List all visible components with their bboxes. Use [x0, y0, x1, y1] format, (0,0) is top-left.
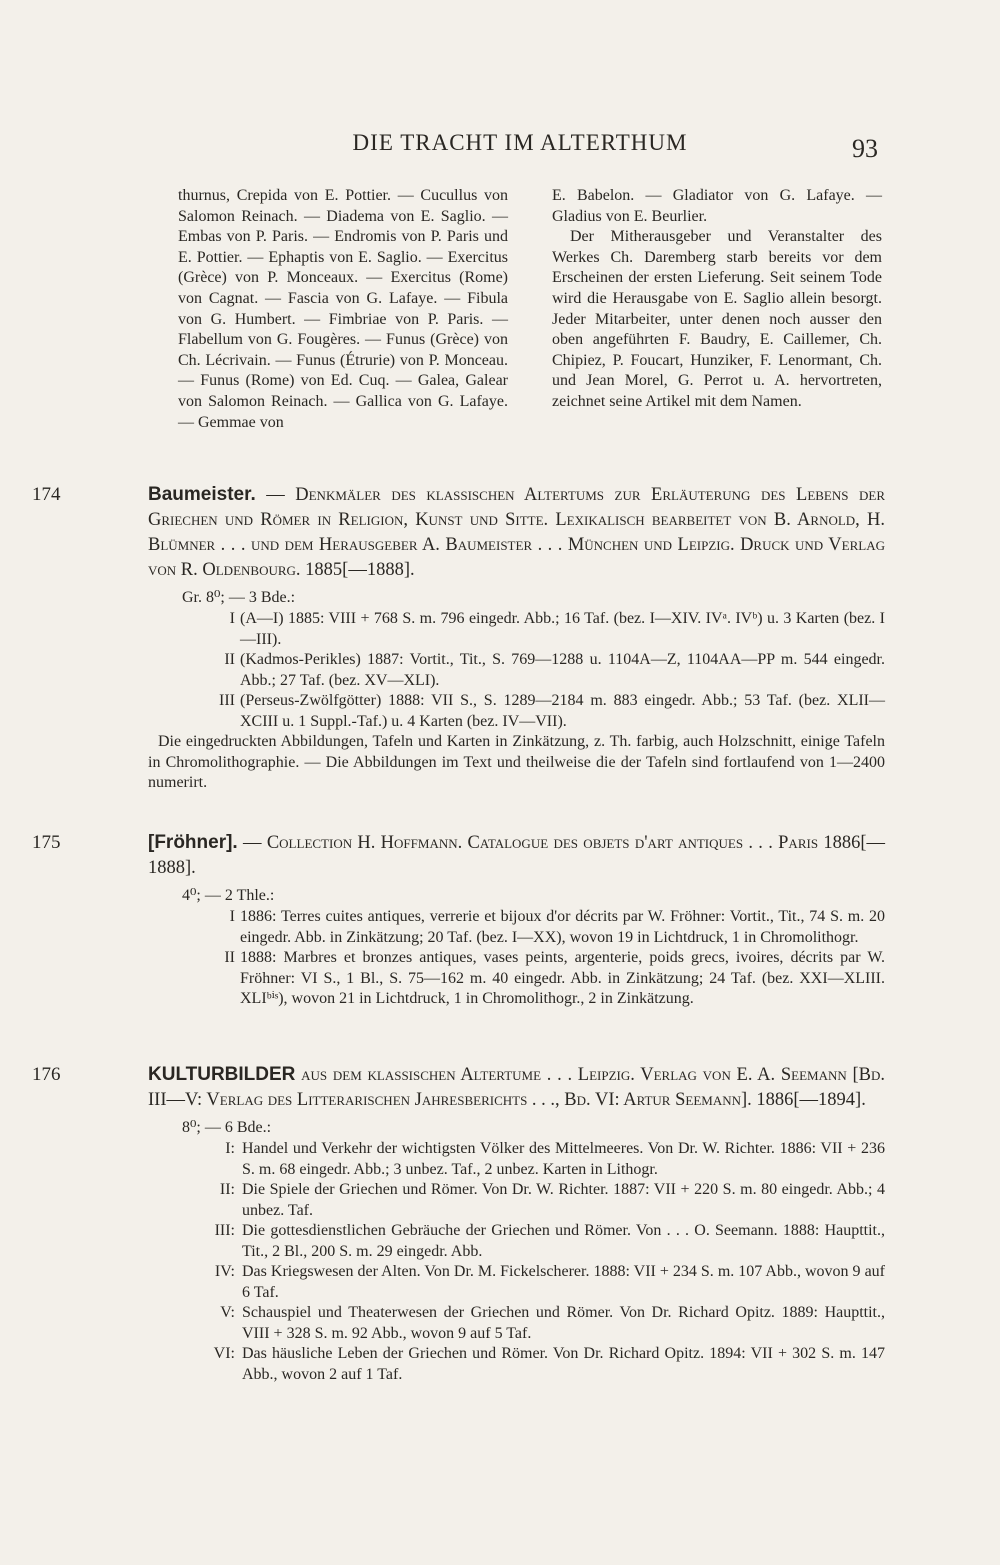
- entry-175: [32, 830, 886, 1010]
- entry-number: 175: [32, 832, 61, 853]
- entry-title-text: aus dem klassischen Altertume . . . Leipzig. Verlag von E. A. Seemann [Bd. III—V: Verlag des Litterarischen Jahresberichts . . ., Bd. VI: Artur Seemann]. 1886[—1894].: [148, 1065, 886, 1110]
- entry-format: 4⁰; — 2 Thle.:: [182, 887, 275, 904]
- intro-right-first: E. Babelon. — Gladiator von G. Lafaye. — Gladius von E. Beurlier.: [552, 187, 882, 225]
- entry-note: Die eingedruckten Abbildungen, Tafeln und Karten in Zinkätzung, z. Th. farbig, auch Holzschnitt, einige Tafeln in Chromolithographie. — Die Abbildungen im Text und theilweise die der Tafeln sind fortlaufend von 1—2400 numerirt.: [148, 733, 885, 791]
- volume-item: III (Perseus-Zwölfgötter) 1888: VII S., S. 1289—2184 m. 883 eingedr. Abb.; 53 Taf. (bez. XLII—XCIII u. 1 Suppl.-Taf.) u. 4 Karten (bez. IV—VII).: [219, 692, 885, 730]
- entry-number: 176: [32, 1064, 61, 1085]
- entry-title-text: — Collection H. Hoffmann. Catalogue des objets d'art antiques . . . Paris 1886[—1888].: [148, 833, 886, 878]
- volume-item: II 1888: Marbres et bronzes antiques, vases peints, argenterie, poids grecs, ivoires, décrits par W. Fröhner: VI S., 1 Bl., S. 75—162 m. 40 eingedr. Abb. in Zinkätzung; 24 Taf. (bez. XXI—XLIII. XLIᵇⁱˢ), wovon 21 in Lichtdruck, 1 in Chromolithogr., 2 in Zinkätzung.: [224, 949, 885, 1007]
- entry-heading: [Fröhner].: [148, 832, 238, 853]
- volume-item: V: Schauspiel und Theaterwesen der Griechen und Römer. Von Dr. Richard Opitz. 1889: Haupttit., VIII + 328 S. m. 92 Abb., wovon 9 auf 5 Taf.: [220, 1304, 885, 1342]
- page-number: 93: [852, 134, 878, 163]
- volume-item: I (A—I) 1885: VIII + 768 S. m. 796 eingedr. Abb.; 16 Taf. (bez. I—XIV. IVᵃ. IVᵇ) u. 3 Karten (bez. I—III).: [229, 610, 885, 648]
- entry-format: 8⁰; — 6 Bde.:: [182, 1119, 272, 1136]
- intro-right-second: Der Mitherausgeber und Veranstalter des Werkes Ch. Daremberg starb bereits vor dem Erscheinen der ersten Lieferung. Seit seinem Tode wird die Herausgabe von E. Saglio allein besorgt. Jeder Mitarbeiter, unter denen noch ausser den oben angeführten F. Baudry, E. Caillemer, Ch. Chipiez, P. Foucart, Hunziker, F. Lenormant, Ch. und Jean Morel, G. Perrot u. A. hervortreten, zeichnet seine Artikel mit dem Namen.: [552, 228, 882, 410]
- volume-item: I 1886: Terres cuites antiques, verrerie et bijoux d'or décrits par W. Fröhner: Vortit., Tit., 74 S. m. 20 eingedr. Abb. in Zinkätzung; 20 Taf. (bez. I—XX), wovon 19 in Lichtdruck, 1 in Chromolithogr.: [229, 908, 885, 946]
- entry-title-text: — Denkmäler des klassischen Altertums zur Erläuterung des Lebens der Griechen und Römer in Religion, Kunst und Sitte. Lexikalisch bearbeitet von B. Arnold, H. Blümner . . . und dem Herausgeber A. Baumeister . . . München und Leipzig. Druck und Verlag von R. Oldenbourg. 1885[—1888].: [148, 485, 885, 580]
- volume-item: II (Kadmos-Perikles) 1887: Vortit., Tit., S. 769—1288 u. 1104A—Z, 1104AA—PP m. 544 eingedr. Abb.; 27 Taf. (bez. XV—XLI).: [224, 651, 885, 689]
- intro-right-column: [552, 186, 882, 413]
- running-head: DIE TRACHT IM ALTERTHUM: [352, 130, 688, 155]
- entry-number: 174: [32, 484, 61, 505]
- entry-heading: KULTURBILDER: [148, 1064, 296, 1085]
- intro-left-column: [178, 186, 508, 433]
- entry-174: [32, 482, 885, 794]
- entry-format: Gr. 8⁰; — 3 Bde.:: [182, 589, 296, 606]
- volume-item: I: Handel und Verkehr der wichtigsten Völker des Mittelmeeres. Von Dr. W. Richter. 1886: VII + 236 S. m. 68 eingedr. Abb.; 3 unbez. Taf., 2 unbez. Karten in Lithogr.: [225, 1140, 885, 1178]
- entry-heading: Baumeister.: [148, 484, 256, 505]
- volume-item: II: Die Spiele der Griechen und Römer. Von Dr. W. Richter. 1887: VII + 220 S. m. 80 eingedr. Abb.; 4 unbez. Taf.: [219, 1181, 885, 1219]
- volume-item: VI: Das häusliche Leben der Griechen und Römer. Von Dr. Richard Opitz. 1894: VII + 302 S. m. 147 Abb., wovon 2 auf 1 Taf.: [213, 1345, 885, 1383]
- intro-left-text: thurnus, Crepida von E. Pottier. — Cucullus von Salomon Reinach. — Diadema von E. Saglio. — Embas von P. Paris. — Endromis von P. Paris und E. Pottier. — Ephaptis von E. Saglio. — Exercitus (Grèce) von P. Monceaux. — Exercitus (Rome) von Cagnat. — Fascia von G. Lafaye. — Fibula von G. Humbert. — Fimbriae von P. Paris. — Flabellum von G. Fougères. — Funus (Grèce) von Ch. Lécrivain. — Funus (Étrurie) von P. Monceau. — Funus (Rome) von Ed. Cuq. — Galea, Galear von Salomon Reinach. — Gallica von G. Lafaye. — Gemmae von: [178, 187, 508, 431]
- volume-item: III: Die gottesdienstlichen Gebräuche der Griechen und Römer. Von . . . O. Seemann. 1888: Haupttit., Tit., 2 Bl., 200 S. m. 29 eingedr. Abb.: [214, 1222, 885, 1260]
- entry-176: [32, 1062, 886, 1385]
- volume-item: IV: Das Kriegswesen der Alten. Von Dr. M. Fickelscherer. 1888: VII + 234 S. m. 107 Abb., wovon 9 auf 6 Taf.: [214, 1263, 885, 1301]
